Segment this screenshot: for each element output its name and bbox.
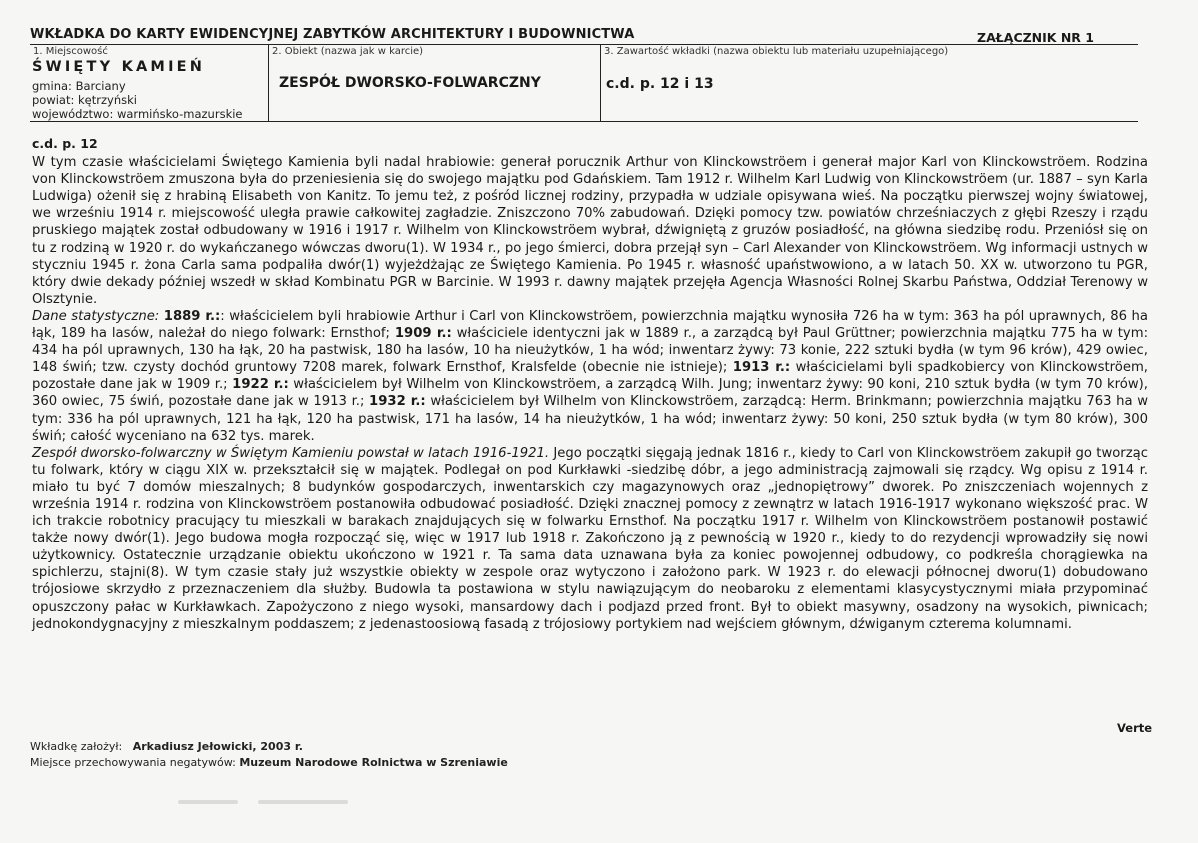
header-table <box>30 44 1138 122</box>
scan-smudge <box>178 800 238 804</box>
year-1889: 1889 r.: <box>163 308 221 324</box>
contents-cell <box>600 45 1139 121</box>
powiat-text: powiat: kętrzyński <box>32 93 137 107</box>
year-1913: 1913 r.: <box>732 360 791 376</box>
contents-value: c.d. p. 12 i 13 <box>606 76 714 92</box>
author-name: Arkadiusz Jełowicki, 2003 r. <box>132 740 303 753</box>
year-1922: 1922 r.: <box>232 377 289 393</box>
document-body <box>32 135 1148 633</box>
year-1932: 1932 r.: <box>369 394 426 410</box>
stats-1889: : właścicielem byli hrabiowie Arthur i Carl von Klinckowströem, powierzchnia majątku wynosiła 726 ha w tym: 363 ha pól uprawnych, 86 ha łąk, 189 ha lasów, należał do niego folwark: Ernsthof; <box>32 308 1148 342</box>
storage-place: Muzeum Narodowe Rolnictwa w Szreniawie <box>239 756 508 769</box>
statistics-paragraph <box>32 308 1148 445</box>
object-label: 2. Obiekt (nazwa jak w karcie) <box>272 46 424 57</box>
author-label: Wkładkę założył: <box>30 740 123 753</box>
contents-label: 3. Zawartość wkładki (nazwa obiektu lub materiału uzupełniającego) <box>604 46 949 57</box>
author-line <box>30 740 508 753</box>
storage-line <box>30 756 508 769</box>
document-title: WKŁADKA DO KARTY EWIDENCYJNEJ ZABYTKÓW ARCHITEKTURY I BUDOWNICTWA <box>30 27 635 42</box>
year-1909: 1909 r.: <box>394 326 452 342</box>
stats-1913: właścicielami byli spadkobiercy von Klinckowströem, pozostałe dane jak w 1909 r.; <box>32 360 1148 393</box>
voivodeship-text: województwo: warmińsko-mazurskie <box>32 107 243 121</box>
stats-1932: właścicielem był Wilhelm von Klinckowströem, zarządcą: Herm. Brinkmann; powierzchnia majątku 763 ha w tym: 336 ha pól uprawnych, 121 ha łąk, 120 ha pastwisk, 171 ha lasów, 14 ha nieużytków, 1 ha wód; inwentarz żywy: 50 koni, 250 sztuk bydła (w tym 80 krów), 300 świń; całość wyceniano na 632 tys. marek. <box>32 394 1148 444</box>
attachment-number: ZAŁĄCZNIK NR 1 <box>977 30 1094 45</box>
stats-1922: właścicielem był Wilhelm von Klinckowströem, a zarządcą Wilh. Jung; inwentarz żywy: 90 koni, 210 sztuk bydła (w tym 70 krów), 360 owiec, 75 świń, pozostałe dane jak w 1913 r.; <box>32 377 1148 410</box>
object-cell <box>268 45 600 121</box>
ensemble-heading: Zespół dworsko-folwarczny w Świętym Kamieniu powstał w latach 1916-1921. <box>32 445 550 461</box>
locality-name: ŚWIĘTY KAMIEŃ <box>32 59 206 75</box>
locality-cell <box>30 45 267 121</box>
ensemble-text: Jego początki sięgają jednak 1816 r., kiedy to Carl von Klinckowströem zakupił go tworząc tu folwark, który w ciągu XIX w. przekształcił się w majątek. Podlegał on pod Kurkławki -siedzibę dóbr, a jego administracją zajmowali się rządcy. Wg opisu z 1914 r. miało tu być 7 domów mieszalnych; 8 budynków gospodarczych, inwentarskich czy magazynowych oraz „jednopiętrowy” dworek. Po zniszczeniach wojennych z września 1914 r. rodzina von Klinckowströem postanowiła odbudować posiadłość. Dzięki znacznej pomocy z zewnątrz w latach 1916-1917 wykonano większość prac. W ich trakcie robotnicy pracujący tu mieszkali w barakach znajdujących się w folwarku Ernsthof. Na początku 1917 r. Wilhelm von Klinckowströem postanowił postawić także nowy dwór(1). Jego budowa mogła rozpocząć się, więc w 1917 lub 1918 r. Zakończono ją z pewnością w 1920 r., kiedy to do rezydencji wprowadziły się nowi użytkownicy. Ostatecznie urządzanie obiektu ukończono w 1921 r. Ta sama data uznawana była za koniec powojennej odbudowy, co podkreśla chorągiewka na spichlerzu, stajni(8). W tym czasie stały już wszystkie obiekty w zespole oraz wytyczono i założono park. W 1923 r. do elewacji północnej dworu(1) dobudowano trójosiowe skrzydło z przeznaczeniem dla służby. Budowla ta postawiona w stylu nawiązującym do neobaroku z elementami klasycystycznymi miała przypominać opuszczony pałac w Kurkławkach. Zapożyczono z niego wysoki, mansardowy dach i podjazd przed front. Był to obiekt masywny, osadzony na wysokich, piwnicach; jednokondygnacyjny z mieszkalnym poddaszem; z jedenastoosiową fasadą z trójosiowy portykiem nad wejściem głównym, dźwiganym czterema kolumnami. <box>32 445 1148 632</box>
verte-label: Verte <box>1117 721 1153 735</box>
locality-label: 1. Miejscowość <box>33 46 108 57</box>
statistics-heading: Dane statystyczne: <box>32 308 160 324</box>
continuation-ref: c.d. p. 12 <box>32 136 98 151</box>
object-name: ZESPÓŁ DWORSKO-FOLWARCZNY <box>279 75 541 91</box>
scan-smudge <box>258 800 348 804</box>
history-paragraph: W tym czasie właścicielami Świętego Kamienia byli nadal hrabiowie: generał porucznik Arthur von Klinckowströem i generał major Karl von Klinckowströem. Rodzina von Klinckowströem zmuszona była do przeniesienia się do swojego majątku pod Gdańskiem. Tam 1912 r. Wilhelm Karl Ludwig von Klinckowströem (ur. 1887 – syn Karla Ludwiga) ożenił się z hrabiną Elisabeth von Kanitz. To jemu też, z pośród licznej rodziny, przypadła w udziale opisywana wieś. Na początku pierwszej wojny światowej, we wrześniu 1914 r. miejscowość uległa prawie całkowitej zagładzie. Zniszczono 70% zabudowań. Dzięki pomocy tzw. powiatów chrześniaczych z głębi Rzeszy i rządu pruskiego majątek został odbudowany w 1916 i 1917 r. Wilhelm von Klinckowströem wybrał, dźwigniętą z gruzów posiadłość, na główna siedzibę rodu. Przeniósł się on tu z rodziną w 1920 r. do wykańczanego wówczas dworu(1). W 1934 r., po jego śmierci, dobra przejął syn – Carl Alexander von Klinckowströem. Wg informacji ustnych w styczniu 1945 r. żona Carla sama podpaliła dwór(1) wyjeżdżając ze Świętego Kamienia. Po 1945 r. własność upaństwowiono, a w latach 50. XX w. utworzono tu PGR, który dwie dekady później wszedł w skład Kombinatu PGR w Barcinie. W 1993 r. dawny majątek przejęła Agencja Własności Rolnej Skarbu Państwa, Oddział Terenowy w Olsztynie. <box>32 155 1148 307</box>
ensemble-paragraph <box>32 445 1148 633</box>
stats-1909: właściciele identyczni jak w 1889 r., a zarządcą był Paul Grüttner; powierzchnia majątku 775 ha w tym: 434 ha pól uprawnych, 130 ha łąk, 20 ha pastwisk, 180 ha lasów, 10 ha nieużytków, 1 ha wód; inwentarz żywy: 73 konie, 222 sztuki bydła (w tym 96 krów), 429 owiec, 148 świń; tzw. czysty dochód gruntowy 7208 marek, folwark Ernsthof, Kralsfelde (obecnie nie istnieje); <box>32 326 1149 376</box>
storage-label: Miejsce przechowywania negatywów: <box>30 756 236 769</box>
page-footer <box>30 740 508 772</box>
gmina-text: gmina: Barciany <box>32 79 126 93</box>
